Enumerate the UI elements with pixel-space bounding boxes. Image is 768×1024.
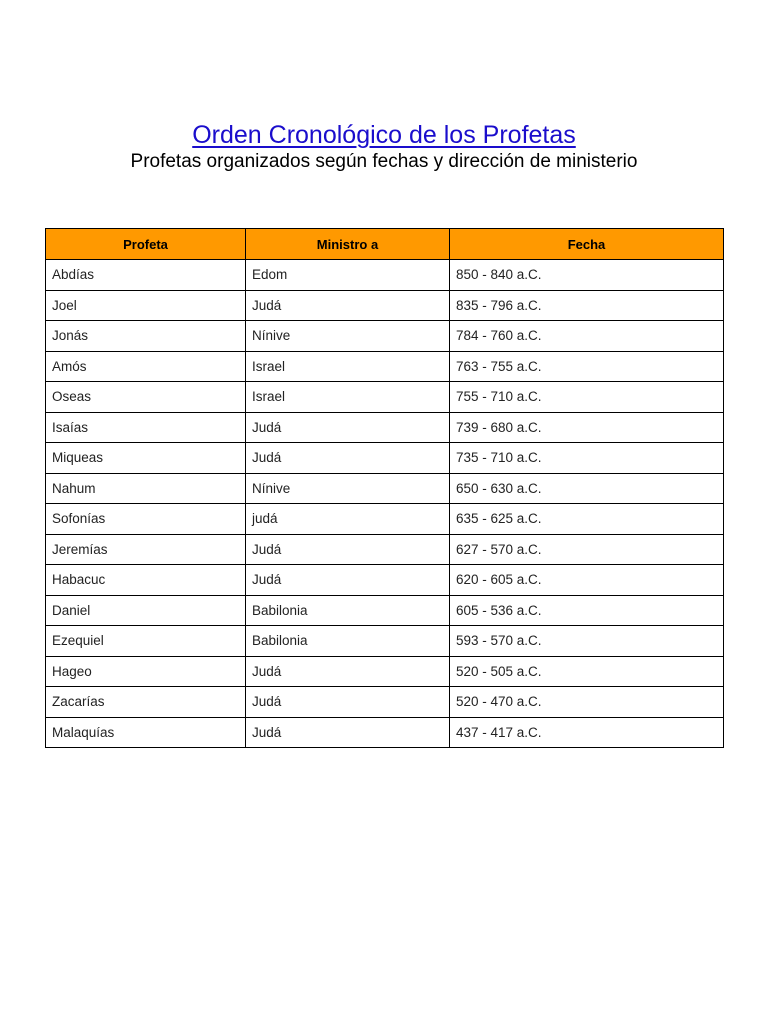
page-subtitle: Profetas organizados según fechas y dirección de ministerio (130, 151, 638, 172)
table-row (46, 412, 724, 443)
cell-fecha: 835 - 796 a.C. (450, 290, 724, 321)
cell-profeta: Jonás (46, 321, 246, 352)
table-row (46, 565, 724, 596)
column-header-ministro: Ministro a (246, 229, 450, 260)
table-row (46, 534, 724, 565)
cell-profeta: Miqueas (46, 443, 246, 474)
column-header-profeta: Profeta (46, 229, 246, 260)
cell-ministro: Judá (246, 717, 450, 748)
cell-fecha: 593 - 570 a.C. (450, 626, 724, 657)
cell-fecha: 850 - 840 a.C. (450, 260, 724, 291)
cell-ministro: judá (246, 504, 450, 535)
cell-fecha: 437 - 417 a.C. (450, 717, 724, 748)
cell-ministro: Nínive (246, 321, 450, 352)
cell-profeta: Nahum (46, 473, 246, 504)
cell-profeta: Abdías (46, 260, 246, 291)
cell-fecha: 627 - 570 a.C. (450, 534, 724, 565)
cell-fecha: 650 - 630 a.C. (450, 473, 724, 504)
cell-profeta: Ezequiel (46, 626, 246, 657)
table-header (46, 229, 724, 260)
cell-profeta: Zacarías (46, 687, 246, 718)
cell-profeta: Sofonías (46, 504, 246, 535)
table-row (46, 290, 724, 321)
cell-ministro: Israel (246, 351, 450, 382)
table-row (46, 656, 724, 687)
cell-ministro: Judá (246, 443, 450, 474)
cell-ministro: Judá (246, 656, 450, 687)
table-header-row (46, 229, 724, 260)
cell-fecha: 520 - 505 a.C. (450, 656, 724, 687)
cell-profeta: Joel (46, 290, 246, 321)
cell-profeta: Jeremías (46, 534, 246, 565)
cell-profeta: Habacuc (46, 565, 246, 596)
cell-profeta: Hageo (46, 656, 246, 687)
cell-ministro: Babilonia (246, 595, 450, 626)
cell-profeta: Oseas (46, 382, 246, 413)
table-row (46, 321, 724, 352)
page-title-link[interactable]: Orden Cronológico de los Profetas (192, 121, 576, 149)
cell-fecha: 755 - 710 a.C. (450, 382, 724, 413)
cell-ministro: Judá (246, 534, 450, 565)
cell-fecha: 763 - 755 a.C. (450, 351, 724, 382)
cell-fecha: 635 - 625 a.C. (450, 504, 724, 535)
cell-fecha: 739 - 680 a.C. (450, 412, 724, 443)
cell-fecha: 735 - 710 a.C. (450, 443, 724, 474)
cell-profeta: Malaquías (46, 717, 246, 748)
cell-fecha: 784 - 760 a.C. (450, 321, 724, 352)
table-row (46, 687, 724, 718)
table-row (46, 473, 724, 504)
cell-ministro: Nínive (246, 473, 450, 504)
cell-fecha: 605 - 536 a.C. (450, 595, 724, 626)
cell-ministro: Judá (246, 412, 450, 443)
prophets-table (45, 228, 724, 748)
cell-ministro: Edom (246, 260, 450, 291)
table-row (46, 717, 724, 748)
table-body (46, 260, 724, 748)
cell-profeta: Isaías (46, 412, 246, 443)
table-row (46, 351, 724, 382)
cell-ministro: Judá (246, 290, 450, 321)
cell-ministro: Babilonia (246, 626, 450, 657)
cell-fecha: 620 - 605 a.C. (450, 565, 724, 596)
table-row (46, 260, 724, 291)
table-row (46, 443, 724, 474)
cell-profeta: Amós (46, 351, 246, 382)
cell-profeta: Daniel (46, 595, 246, 626)
cell-ministro: Judá (246, 687, 450, 718)
cell-fecha: 520 - 470 a.C. (450, 687, 724, 718)
column-header-fecha: Fecha (450, 229, 724, 260)
table-row (46, 626, 724, 657)
table-row (46, 504, 724, 535)
cell-ministro: Judá (246, 565, 450, 596)
table-row (46, 595, 724, 626)
table-row (46, 382, 724, 413)
cell-ministro: Israel (246, 382, 450, 413)
